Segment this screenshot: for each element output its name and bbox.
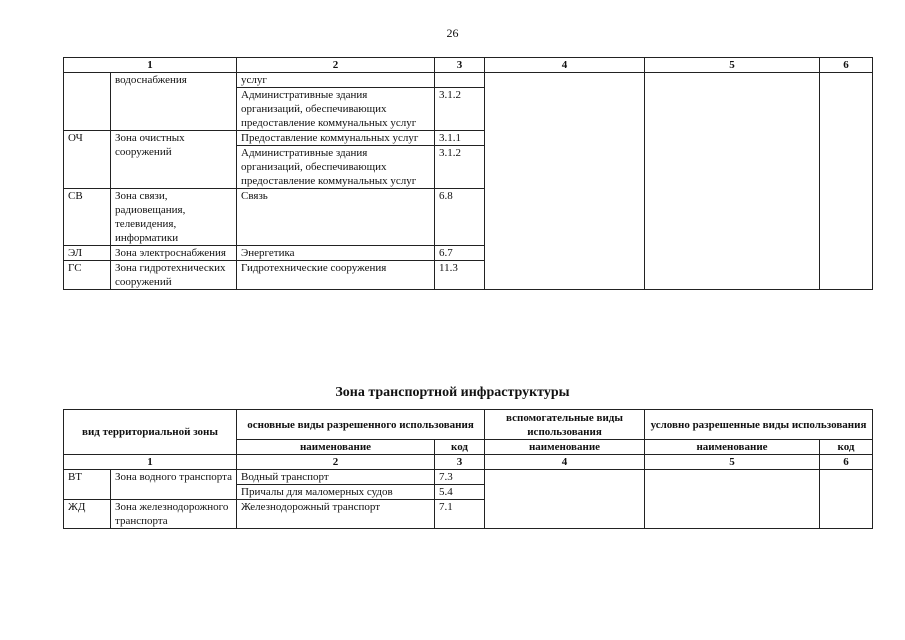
zone-code: ЭЛ	[64, 246, 111, 261]
col-number-1: 1	[64, 455, 237, 470]
use-code: 7.3	[435, 470, 485, 485]
column-numbers-row	[64, 58, 873, 73]
zone-name: Зона электроснабжения	[111, 246, 237, 261]
subheader-naimenovanie-5: наименование	[645, 440, 820, 455]
col-number-4: 4	[485, 455, 645, 470]
use-name: Железнодорожный транспорт	[237, 500, 435, 529]
col-number-5: 5	[645, 58, 820, 73]
subheader-naimenovanie-2: наименование	[237, 440, 435, 455]
use-code	[435, 73, 485, 88]
zone-name: Зона связи, радиовещания, телевидения, информатики	[111, 189, 237, 246]
col-number-6: 6	[820, 455, 873, 470]
use-code: 5.4	[435, 485, 485, 500]
use-code: 6.7	[435, 246, 485, 261]
use-code: 7.1	[435, 500, 485, 529]
header-uslovno: условно разрешенные виды использования	[645, 410, 873, 440]
zone-code: ВТ	[64, 470, 111, 500]
header-vid: вид территориальной зоны	[64, 410, 237, 455]
header-vspomogatelnye: вспомогательные виды использования	[485, 410, 645, 440]
col-4-cell	[485, 73, 645, 290]
table-row	[64, 470, 873, 485]
lower-table	[63, 409, 873, 529]
col-number-3: 3	[435, 58, 485, 73]
zone-name: Зона гидротехнических сооружений	[111, 261, 237, 290]
col-number-3: 3	[435, 455, 485, 470]
page-number: 26	[446, 26, 459, 40]
subheader-kod-6: код	[820, 440, 873, 455]
use-name: Административные здания организаций, обеспечивающих предоставление коммунальных услуг	[237, 88, 435, 131]
zone-code: ОЧ	[64, 131, 111, 189]
subheader-naimenovanie-4: наименование	[485, 440, 645, 455]
zone-code: СВ	[64, 189, 111, 246]
upper-table-body	[64, 58, 873, 290]
column-numbers-row	[64, 455, 873, 470]
use-name: Предоставление коммунальных услуг	[237, 131, 435, 146]
col-number-2: 2	[237, 58, 435, 73]
use-name: Причалы для маломерных судов	[237, 485, 435, 500]
col-number-2: 2	[237, 455, 435, 470]
col-6-cell	[820, 470, 873, 529]
use-code: 3.1.2	[435, 146, 485, 189]
col-number-6: 6	[820, 58, 873, 73]
zone-code: ЖД	[64, 500, 111, 529]
use-name: Водный транспорт	[237, 470, 435, 485]
use-code: 6.8	[435, 189, 485, 246]
use-name: Административные здания организаций, обеспечивающих предоставление коммунальных услуг	[237, 146, 435, 189]
col-number-1: 1	[64, 58, 237, 73]
upper-table	[63, 57, 873, 290]
use-code: 3.1.1	[435, 131, 485, 146]
use-code: 3.1.2	[435, 88, 485, 131]
use-code: 11.3	[435, 261, 485, 290]
table-row	[64, 73, 873, 88]
col-4-cell	[485, 470, 645, 529]
use-name: Энергетика	[237, 246, 435, 261]
header-row	[64, 410, 873, 440]
col-number-5: 5	[645, 455, 820, 470]
use-name: Связь	[237, 189, 435, 246]
col-number-4: 4	[485, 58, 645, 73]
section-title: Зона транспортной инфраструктуры	[335, 385, 570, 400]
zone-code	[64, 73, 111, 131]
use-name: Гидротехнические сооружения	[237, 261, 435, 290]
use-name: услуг	[237, 73, 435, 88]
subheader-kod-3: код	[435, 440, 485, 455]
col-6-cell	[820, 73, 873, 290]
zone-name: водоснабжения	[111, 73, 237, 131]
lower-table-body	[64, 410, 873, 529]
zone-code: ГС	[64, 261, 111, 290]
header-osnovnye: основные виды разрешенного использования	[237, 410, 485, 440]
zone-name: Зона железнодорожного транспорта	[111, 500, 237, 529]
col-5-cell	[645, 73, 820, 290]
zone-name: Зона водного транспорта	[111, 470, 237, 500]
zone-name: Зона очистных сооружений	[111, 131, 237, 189]
col-5-cell	[645, 470, 820, 529]
